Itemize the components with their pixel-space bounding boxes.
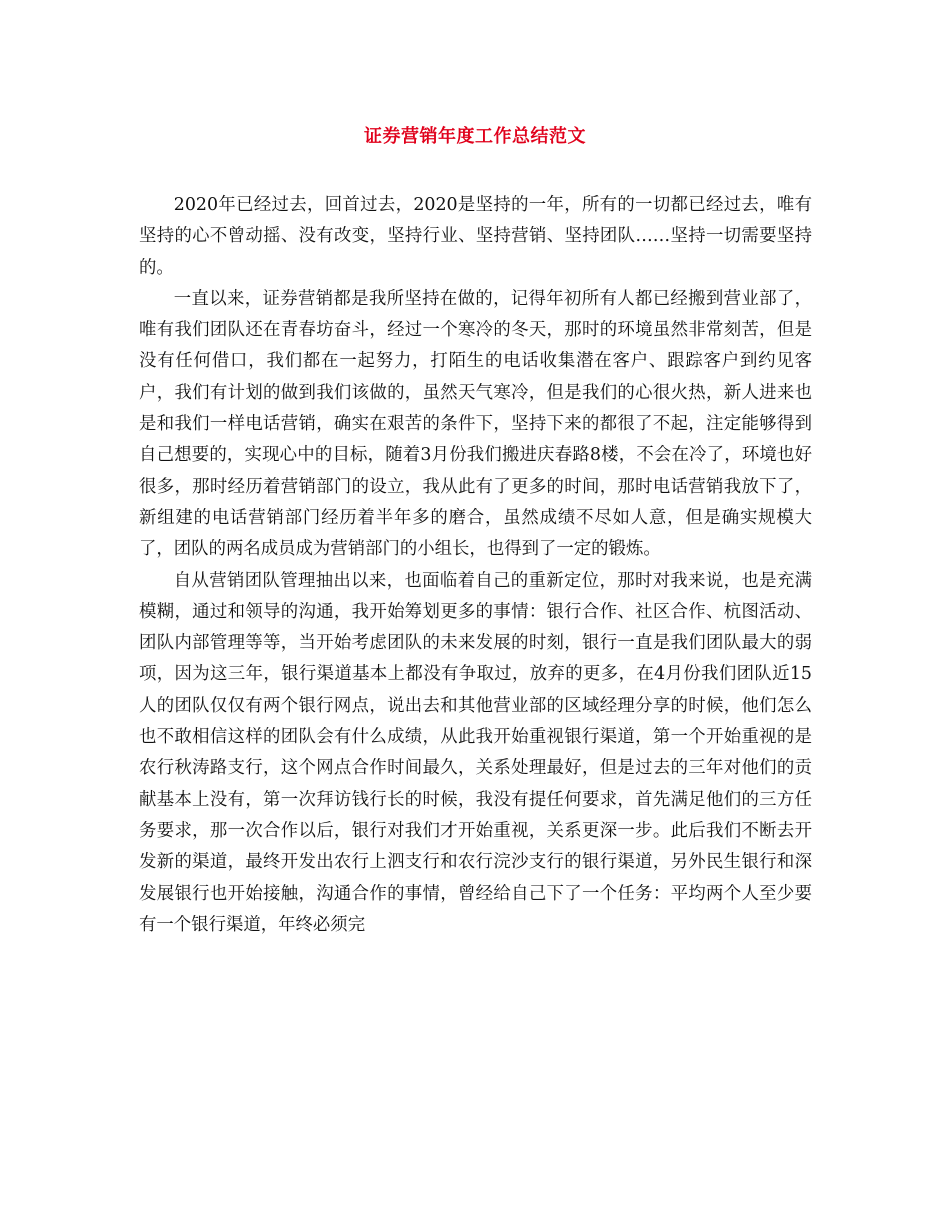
document-title: 证券营销年度工作总结范文 bbox=[364, 126, 586, 147]
paragraph: 2020年已经过去，回首过去，2020是坚持的一年，所有的一切都已经过去，唯有坚持的心不曾动摇、没有改变，坚持行业、坚持营销、坚持团队……坚持一切需要坚持的。 bbox=[139, 195, 812, 278]
document-body bbox=[139, 190, 812, 941]
paragraph: 一直以来，证券营销都是我所坚持在做的，记得年初所有人都已经搬到营业部了，唯有我们团队还在青春坊奋斗，经过一个寒冷的冬天，那时的环境虽然非常刻苦，但是没有任何借口，我们都在一起努力，打陌生的电话收集潜在客户、跟踪客户到约见客户，我们有计划的做到我们该做的，虽然天气寒冷，但是我们的心很火热，新人进来也是和我们一样电话营销，确实在艰苦的条件下，坚持下来的都很了不起，注定能够得到自己想要的，实现心中的目标，随着3月份我们搬进庆春路8楼，不会在冷了，环境也好很多，那时经历着营销部门的设立，我从此有了更多的时间，那时电话营销我放下了，新组建的电话营销部门经历着半年多的磨合，虽然成绩不尽如人意，但是确实规模大了，团队的两名成员成为营销部门的小组长，也得到了一定的锻炼。 bbox=[139, 288, 812, 560]
paragraph: 自从营销团队管理抽出以来，也面临着自己的重新定位，那时对我来说，也是充满模糊，通过和领导的沟通，我开始筹划更多的事情：银行合作、社区合作、杭图活动、团队内部管理等等，当开始考虑团队的未来发展的时刻，银行一直是我们团队最大的弱项，因为这三年，银行渠道基本上都没有争取过，放弃的更多，在4月份我们团队近15人的团队仅仅有两个银行网点，说出去和其他营业部的区域经理分享的时候，他们怎么也不敢相信这样的团队会有什么成绩，从此我开始重视银行渠道，第一个开始重视的是农行秋涛路支行，这个网点合作时间最久，关系处理最好，但是过去的三年对他们的贡献基本上没有，第一次拜访钱行长的时候，我没有提任何要求，首先满足他们的三方任务要求，那一次合作以后，银行对我们才开始重视，关系更深一步。此后我们不断去开发新的渠道，最终开发出农行上泗支行和农行浣沙支行的银行渠道，另外民生银行和深发展银行也开始接触，沟通合作的事情，曾经给自己下了一个任务：平均两个人至少要有一个银行渠道，年终必须完 bbox=[139, 570, 812, 935]
